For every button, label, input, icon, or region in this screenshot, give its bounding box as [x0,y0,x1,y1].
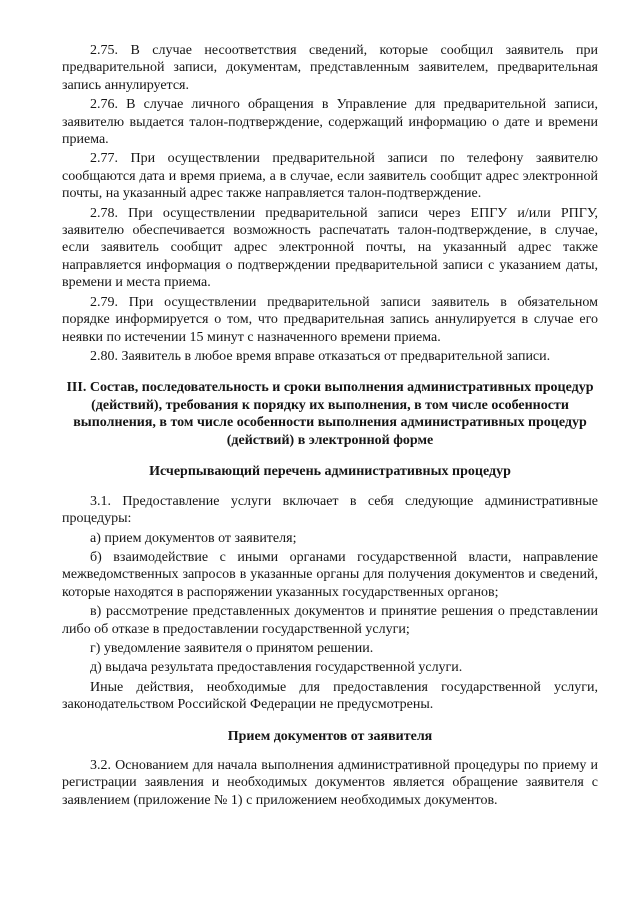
list-item-g: г) уведомление заявителя о принятом решении. [90,640,374,656]
subsection-title-reception: Прием документов от заявителя [227,728,433,744]
paragraph-2-79: 2.79. При осуществлении предварительной записи заявитель в обязательном порядке информируется о том, что предварительная запись аннулируется в случае его неявки по истечении 15 минут с назначенного времени приема. [62,294,598,345]
paragraph-3-2: 3.2. Основанием для начала выполнения административной процедуры по приему и регистрации заявления и необходимых документов является обращение заявителя с заявлением (приложение № 1) с приложением необходимых документов. [62,758,598,808]
list-item-d: д) выдача результата предоставления государственной услуги. [90,660,463,676]
paragraph-2-76: 2.76. В случае личного обращения в Управление для предварительной записи, заявителю выдается талон-подтверждение, содержащий информацию о дате и времени приема. [62,97,598,148]
paragraph-3-1: 3.1. Предоставление услуги включает в себя следующие административные процедуры: [62,493,598,527]
list-item-a: а) прием документов от заявителя; [90,530,297,546]
section-title: III. Состав, последовательность и сроки выполнения административных процедур (действий), требования к порядку их выполнения, в том числе особенности выполнения, в том числе особенности выполнения административных процедур (действий) в электронной форме [66,380,594,448]
subsection-title-procedures: Исчерпывающий перечень административных процедур [149,464,511,480]
list-item-b: б) взаимодействие с иными органами государственной власти, направление межведомственных запросов в указанные органы для получения документов и сведений, которые находятся в распоряжении указанных государственных органов; [62,549,598,600]
paragraph-other-actions: Иные действия, необходимые для предоставления государственной услуги, законодательством Российской Федерации не предусмотрены. [62,679,598,713]
paragraph-2-80: 2.80. Заявитель в любое время вправе отказаться от предварительной записи. [90,348,551,364]
paragraph-2-75: 2.75. В случае несоответствия сведений, которые сообщил заявитель при предварительной записи, документам, представленным заявителем, предварительная запись аннулируется. [62,43,598,93]
paragraph-2-77: 2.77. При осуществлении предварительной записи по телефону заявителю сообщаются дата и время приема, а в случае, если заявитель сообщит адрес электронной почты, на указанный адрес также направляется талон-подтверждение. [62,151,598,202]
list-item-v: в) рассмотрение представленных документов и принятие решения о представлении либо об отказе в предоставлении государственной услуги; [62,604,598,637]
paragraph-2-78: 2.78. При осуществлении предварительной записи через ЕПГУ и/или РПГУ, заявителю обеспечивается возможность распечатать талон-подтверждение, в случае, если заявитель сообщит адрес электронной почты, на указанный адрес также направляется информация о подтверждении предварительной записи с указанием даты, времени и места приема. [62,205,598,291]
